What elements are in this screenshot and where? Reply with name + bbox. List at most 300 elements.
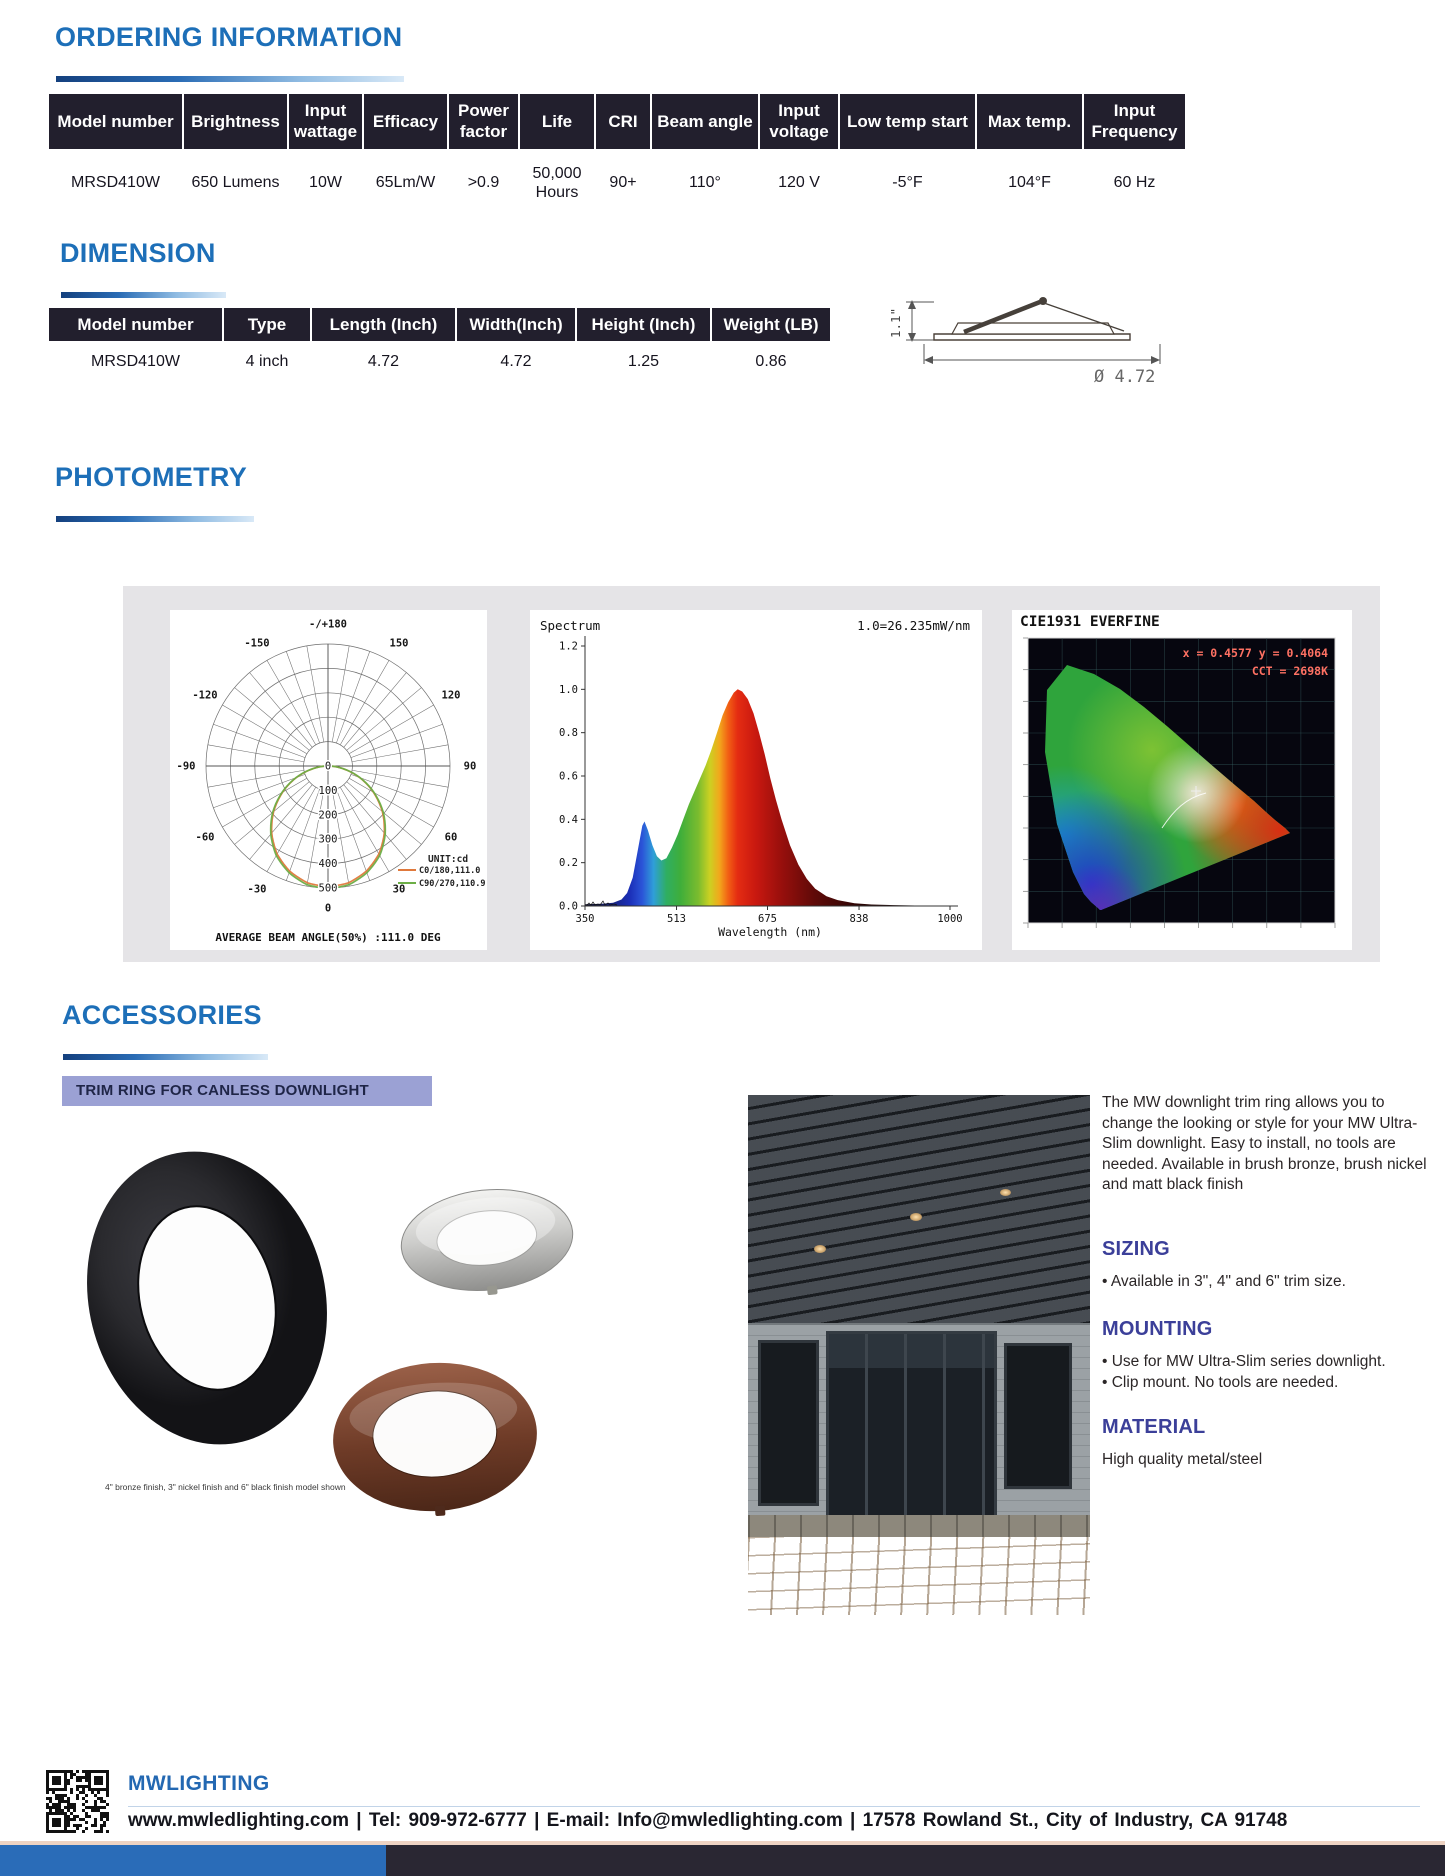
trim-ring-description: The MW downlight trim ring allows you to change the looking or style for your MW Ultra-Slim downlight. Easy to install, no tools are needed. Available in brush bronze, brush nickel and matt black finish (1102, 1094, 1427, 1194)
polar-spoke (250, 673, 313, 748)
qr-module (64, 1776, 67, 1779)
column-header: Life (519, 93, 595, 150)
nickel-trim-ring (396, 1181, 578, 1303)
qr-module (58, 1809, 61, 1812)
diameter-label: Ø 4.72 (1094, 367, 1156, 386)
section-title-ordering: ORDERING INFORMATION (55, 22, 403, 52)
column-header: Max temp. (976, 93, 1083, 150)
qr-module (46, 1818, 49, 1821)
porch-photo (748, 1095, 1090, 1615)
qr-module (49, 1800, 52, 1803)
qr-module (82, 1830, 85, 1833)
qr-module (64, 1818, 67, 1821)
arrow-right-icon (1151, 356, 1160, 364)
polar-spoke (349, 705, 434, 754)
bronze-trim-ring (328, 1356, 542, 1523)
qr-module (46, 1779, 49, 1782)
qr-module (64, 1794, 67, 1797)
column-header: Model number (48, 307, 223, 342)
qr-module (58, 1818, 61, 1821)
qr-module (67, 1815, 70, 1818)
qr-module (55, 1812, 58, 1815)
qr-module (46, 1815, 49, 1818)
qr-module (97, 1782, 100, 1785)
qr-module (58, 1797, 61, 1800)
qr-module (52, 1824, 55, 1827)
qr-module (67, 1806, 70, 1809)
angle-label: -60 (195, 831, 215, 844)
polar-spoke (336, 651, 369, 743)
qr-module (79, 1779, 82, 1782)
qr-module (55, 1779, 58, 1782)
qr-module (61, 1788, 64, 1791)
qr-module (94, 1794, 97, 1797)
qr-module (106, 1770, 109, 1773)
qr-module (46, 1776, 49, 1779)
qr-module (46, 1806, 49, 1809)
qr-module (64, 1779, 67, 1782)
qr-module (79, 1824, 82, 1827)
qr-module (58, 1803, 61, 1806)
qr-module (106, 1773, 109, 1776)
qr-module (70, 1788, 73, 1791)
qr-module (70, 1812, 73, 1815)
polar-spoke (222, 778, 307, 827)
qr-code (46, 1770, 110, 1834)
fixture-cross-section (934, 297, 1130, 340)
qr-module (55, 1788, 58, 1791)
qr-module (100, 1827, 103, 1830)
table-cell: 650 Lumens (183, 150, 288, 215)
polar-spoke (235, 688, 310, 751)
qr-module (73, 1824, 76, 1827)
qr-module (55, 1809, 58, 1812)
polar-spoke (352, 745, 448, 762)
qr-module (55, 1806, 58, 1809)
qr-module (67, 1821, 70, 1824)
title-underline (56, 516, 254, 522)
qr-module (76, 1770, 79, 1773)
qr-module (94, 1800, 97, 1803)
dimension-header-row (48, 307, 831, 342)
qr-module (103, 1824, 106, 1827)
qr-module (76, 1776, 79, 1779)
qr-module (82, 1797, 85, 1800)
qr-module (52, 1806, 55, 1809)
qr-module (73, 1818, 76, 1821)
qr-module (46, 1821, 49, 1824)
ordering-table (47, 92, 1187, 215)
spectrum-scale-note: 1.0=26.235mW/nm (857, 618, 970, 633)
qr-module (94, 1770, 97, 1773)
qr-module (100, 1788, 103, 1791)
section-title-accessories: ACCESSORIES (62, 1000, 262, 1030)
ordering-data-row (48, 150, 1186, 215)
qr-module (106, 1812, 109, 1815)
qr-module (103, 1770, 106, 1773)
qr-module (52, 1776, 55, 1779)
qr-module (97, 1770, 100, 1773)
qr-module (97, 1779, 100, 1782)
qr-module (67, 1782, 70, 1785)
column-header: Low temp start (839, 93, 976, 150)
radial-label: 500 (318, 882, 338, 895)
qr-module (88, 1776, 91, 1779)
radial-label: 200 (318, 809, 338, 822)
polar-spoke (336, 789, 369, 881)
ordering-header-row (48, 93, 1186, 150)
qr-module (49, 1830, 52, 1833)
polar-spoke (213, 724, 305, 757)
door-unit (826, 1331, 997, 1521)
column-header: Width(Inch) (456, 307, 576, 342)
title-underline (61, 292, 226, 298)
qr-module (73, 1830, 76, 1833)
trim-ring-banner: TRIM RING FOR CANLESS DOWNLIGHT (62, 1076, 432, 1106)
qr-module (94, 1824, 97, 1827)
y-tick-label: 0.0 (559, 900, 578, 913)
sizing-heading: SIZING (1102, 1238, 1170, 1260)
qr-module (52, 1791, 55, 1794)
wood-deck (748, 1537, 1090, 1615)
qr-module (97, 1830, 100, 1833)
qr-module (58, 1770, 61, 1773)
qr-module (79, 1776, 82, 1779)
material-heading: MATERIAL (1102, 1416, 1206, 1438)
qr-module (85, 1770, 88, 1773)
polar-spoke (351, 724, 443, 757)
qr-module (55, 1782, 58, 1785)
qr-module (79, 1791, 82, 1794)
qr-module (49, 1788, 52, 1791)
spectrum-title: Spectrum (540, 618, 601, 633)
qr-module (49, 1797, 52, 1800)
qr-module (52, 1788, 55, 1791)
polar-spoke (286, 789, 319, 881)
diameter-dimension (924, 344, 1160, 364)
qr-module (85, 1806, 88, 1809)
table-cell: >0.9 (448, 150, 519, 215)
qr-module (67, 1824, 70, 1827)
qr-module (88, 1782, 91, 1785)
x-tick-label: 838 (849, 913, 869, 925)
qr-module (64, 1806, 67, 1809)
qr-module (85, 1800, 88, 1803)
qr-module (94, 1821, 97, 1824)
black-trim-ring (62, 1126, 357, 1470)
footer-dark-bar (386, 1845, 1445, 1876)
arrow-down-icon (908, 333, 916, 342)
table-cell: 4.72 (456, 342, 576, 380)
qr-module (46, 1812, 49, 1815)
qr-module (94, 1782, 97, 1785)
qr-module (106, 1788, 109, 1791)
qr-module (58, 1776, 61, 1779)
door-unit (758, 1340, 819, 1506)
qr-module (61, 1830, 64, 1833)
polar-spoke (340, 787, 389, 872)
qr-module (85, 1827, 88, 1830)
cie-cct-reading: CCT = 2698K (1251, 664, 1328, 678)
table-cell: 65Lm/W (363, 150, 448, 215)
dimension-table (47, 306, 832, 380)
qr-module (88, 1773, 91, 1776)
qr-module (76, 1785, 79, 1788)
table-cell: 0.86 (711, 342, 831, 380)
column-header: Beam angle (651, 93, 759, 150)
qr-module (106, 1815, 109, 1818)
qr-module (100, 1824, 103, 1827)
stone-base (748, 1515, 1090, 1537)
qr-module (88, 1779, 91, 1782)
column-header: Weight (LB) (711, 307, 831, 342)
mounting-bullet: • Use for MW Ultra-Slim series downlight. (1102, 1353, 1386, 1370)
qr-module (76, 1815, 79, 1818)
qr-module (70, 1776, 73, 1779)
qr-module (58, 1788, 61, 1791)
qr-module (46, 1830, 49, 1833)
qr-module (82, 1770, 85, 1773)
clip-tab (435, 1505, 446, 1516)
polar-legend (398, 866, 486, 889)
qr-module (46, 1782, 49, 1785)
qr-module (58, 1812, 61, 1815)
qr-module (100, 1797, 103, 1800)
footer-blue-bar (0, 1845, 386, 1876)
spectrum-chart-card (530, 610, 982, 950)
qr-module (76, 1824, 79, 1827)
angle-label: 120 (441, 689, 461, 702)
qr-module (55, 1821, 58, 1824)
qr-module (106, 1785, 109, 1788)
table-cell: 10W (288, 150, 363, 215)
table-cell: 60 Hz (1083, 150, 1186, 215)
qr-module (97, 1791, 100, 1794)
qr-module (49, 1806, 52, 1809)
qr-module (106, 1818, 109, 1821)
qr-module (46, 1824, 49, 1827)
qr-module (58, 1824, 61, 1827)
spectrum-chart (530, 610, 982, 950)
qr-module (91, 1809, 94, 1812)
qr-module (67, 1779, 70, 1782)
qr-module (100, 1779, 103, 1782)
qr-module (79, 1785, 82, 1788)
qr-module (67, 1770, 70, 1773)
radial-label: 100 (318, 784, 338, 797)
qr-module (46, 1791, 49, 1794)
door-unit (1004, 1343, 1072, 1489)
qr-module (64, 1827, 67, 1830)
qr-module (94, 1788, 97, 1791)
qr-module (46, 1827, 49, 1830)
radial-label: 300 (318, 833, 338, 846)
qr-module (85, 1821, 88, 1824)
qr-module (58, 1830, 61, 1833)
dimension-diagram (872, 282, 1182, 386)
qr-module (64, 1770, 67, 1773)
qr-module (64, 1815, 67, 1818)
qr-module (85, 1815, 88, 1818)
qr-module (61, 1797, 64, 1800)
qr-module (103, 1788, 106, 1791)
qr-module (49, 1770, 52, 1773)
qr-module (88, 1815, 91, 1818)
qr-module (55, 1824, 58, 1827)
qr-module (67, 1809, 70, 1812)
qr-module (70, 1773, 73, 1776)
qr-module (91, 1824, 94, 1827)
column-header: Input wattage (288, 93, 363, 150)
qr-module (106, 1803, 109, 1806)
table-cell: 4.72 (311, 342, 456, 380)
y-tick-label: 1.2 (559, 640, 578, 653)
qr-module (97, 1809, 100, 1812)
angle-label: 90 (463, 760, 477, 773)
polar-unit-label: UNIT:cd (428, 854, 469, 865)
qr-module (85, 1773, 88, 1776)
qr-module (82, 1785, 85, 1788)
qr-module (49, 1809, 52, 1812)
polar-spoke (351, 774, 443, 807)
qr-module (70, 1791, 73, 1794)
qr-module (82, 1809, 85, 1812)
column-header: Height (Inch) (576, 307, 711, 342)
x-tick-label: 1000 (937, 913, 963, 925)
cie-xy-reading: x = 0.4577 y = 0.4064 (1182, 646, 1328, 660)
qr-module (82, 1788, 85, 1791)
qr-module (88, 1785, 91, 1788)
polar-spoke (347, 688, 422, 751)
qr-module (67, 1800, 70, 1803)
qr-module (64, 1788, 67, 1791)
qr-module (64, 1824, 67, 1827)
qr-module (61, 1770, 64, 1773)
qr-module (52, 1803, 55, 1806)
qr-module (100, 1830, 103, 1833)
x-tick-label: 513 (667, 913, 687, 925)
qr-module (61, 1809, 64, 1812)
qr-module (64, 1773, 67, 1776)
polar-spoke (213, 774, 305, 807)
trim-rings-image (62, 1108, 682, 1528)
qr-module (70, 1803, 73, 1806)
trim-ring-caption: 4" bronze finish, 3" nickel finish and 6" black finish model shown (105, 1482, 346, 1492)
qr-module (106, 1779, 109, 1782)
column-header: Length (Inch) (311, 307, 456, 342)
qr-module (55, 1818, 58, 1821)
qr-module (64, 1782, 67, 1785)
qr-module (97, 1806, 100, 1809)
column-header: Type (223, 307, 311, 342)
qr-module (106, 1782, 109, 1785)
qr-module (70, 1806, 73, 1809)
qr-module (67, 1797, 70, 1800)
qr-module (79, 1818, 82, 1821)
ceiling-slats (748, 1095, 1090, 1323)
qr-module (64, 1800, 67, 1803)
qr-module (94, 1806, 97, 1809)
sizing-bullet: • Available in 3", 4" and 6" trim size. (1102, 1273, 1346, 1290)
downlight-glow (910, 1213, 922, 1221)
qr-module (73, 1815, 76, 1818)
sizing-list (1102, 1272, 1437, 1293)
footer-rule (128, 1806, 1420, 1807)
qr-module (85, 1785, 88, 1788)
section-title-photometry: PHOTOMETRY (55, 462, 248, 492)
qr-module (106, 1776, 109, 1779)
qr-module (67, 1803, 70, 1806)
angle-label: -/+180 (309, 618, 347, 631)
qr-module (61, 1812, 64, 1815)
mounting-heading: MOUNTING (1102, 1318, 1213, 1340)
qr-module (94, 1818, 97, 1821)
clip-tab (487, 1285, 498, 1295)
qr-module (58, 1779, 61, 1782)
column-header: CRI (595, 93, 651, 150)
downlight-glow (1000, 1189, 1011, 1196)
column-header: Power factor (448, 93, 519, 150)
mounting-bullet: • Clip mount. No tools are needed. (1102, 1373, 1339, 1391)
column-header: Input voltage (759, 93, 839, 150)
qr-module (73, 1803, 76, 1806)
title-underline (63, 1054, 268, 1060)
qr-module (61, 1800, 64, 1803)
qr-module (85, 1776, 88, 1779)
column-header: Brightness (183, 93, 288, 150)
qr-module (52, 1830, 55, 1833)
qr-module (58, 1782, 61, 1785)
polar-spoke (344, 673, 407, 748)
qr-module (82, 1791, 85, 1794)
qr-module (73, 1806, 76, 1809)
qr-module (46, 1803, 49, 1806)
mounting-list (1102, 1352, 1437, 1393)
qr-module (103, 1815, 106, 1818)
polar-spoke (267, 787, 316, 872)
angle-label: -90 (176, 760, 196, 773)
qr-module (85, 1779, 88, 1782)
table-cell: 50,000 Hours (519, 150, 595, 215)
table-cell: 110° (651, 150, 759, 215)
qr-module (85, 1812, 88, 1815)
downlight-glow (814, 1245, 826, 1253)
footer-contact: www.mwledlighting.com | Tel: 909-972-6777 | E-mail: Info@mwledlighting.com | 17578 Rowland St., City of Industry, CA 91748 (128, 1810, 1288, 1831)
cie1931-chromaticity-chart (1012, 630, 1352, 942)
cie-title: CIE1931 EVERFINE (1020, 614, 1160, 630)
qr-module (106, 1794, 109, 1797)
qr-module (100, 1812, 103, 1815)
qr-module (103, 1800, 106, 1803)
qr-module (97, 1788, 100, 1791)
qr-module (64, 1821, 67, 1824)
qr-module (88, 1806, 91, 1809)
qr-module (46, 1797, 49, 1800)
qr-module (88, 1788, 91, 1791)
material-text: High quality metal/steel (1102, 1451, 1263, 1468)
polar-spoke (307, 646, 324, 742)
qr-module (55, 1794, 58, 1797)
qr-module (85, 1794, 88, 1797)
qr-module (103, 1806, 106, 1809)
polar-intensity-chart (170, 610, 487, 950)
qr-module (100, 1815, 103, 1818)
polar-spoke (332, 646, 349, 742)
cie-chart-card (1012, 610, 1352, 950)
column-header: Input Frequency (1083, 93, 1186, 150)
polar-spoke (349, 778, 434, 827)
table-cell: -5°F (839, 150, 976, 215)
